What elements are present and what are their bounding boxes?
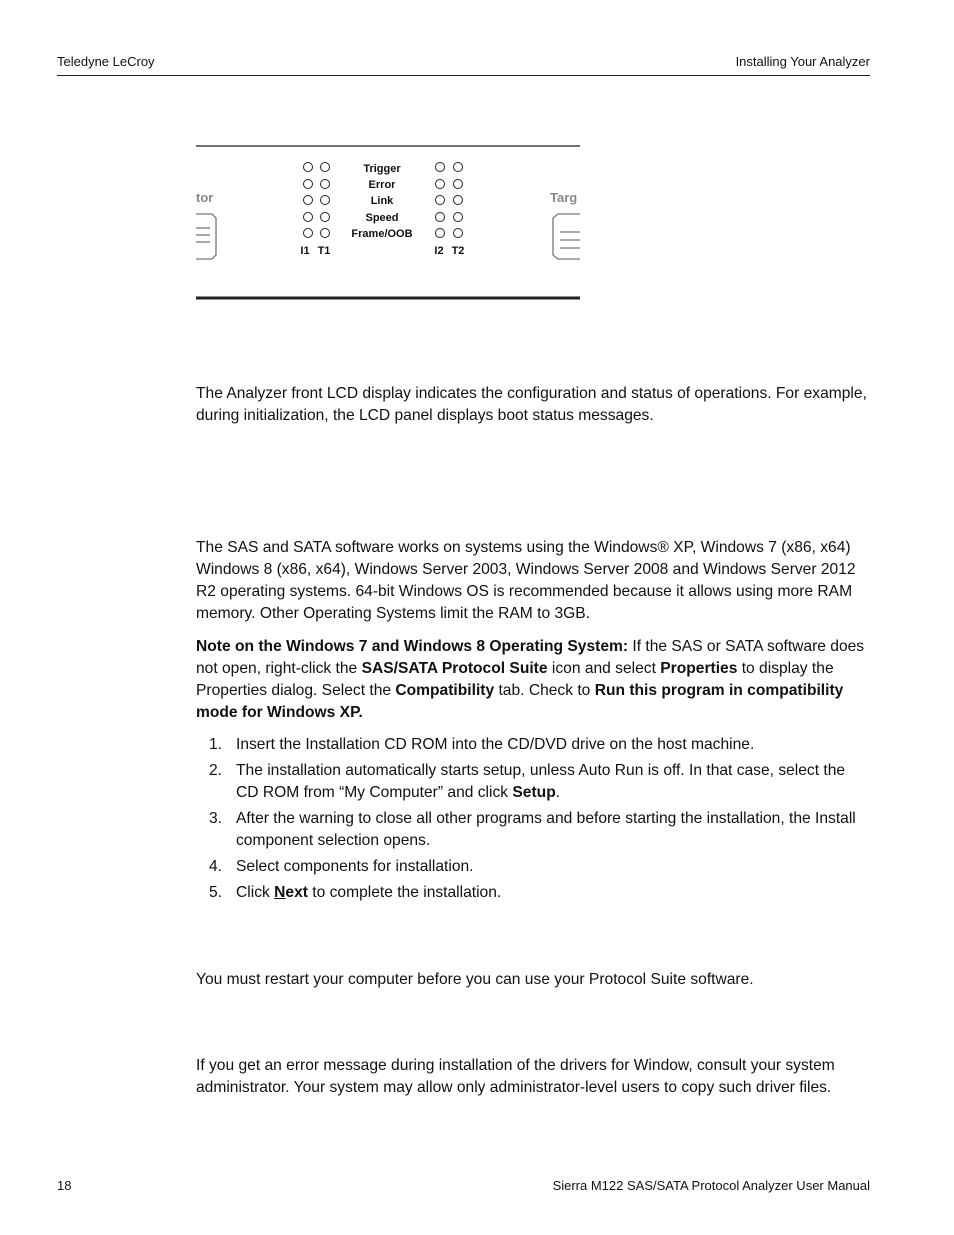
step-next-accelerator: N — [274, 884, 286, 901]
footer-manual-title: Sierra M122 SAS/SATA Protocol Analyzer User Manual — [552, 1178, 870, 1193]
note-lead: Note on the Windows 7 and Windows 8 Operating System: — [196, 638, 629, 655]
driver-error-note: If you get an error message during installation of the drivers for Window, consult your system administrator. Your system may allow only administrator-level users to copy such driver files. — [196, 1057, 835, 1096]
step-text: The installation automatically starts setup, unless Auto Run is off. In that case, select the CD ROM from “My Computer” and click — [236, 762, 846, 801]
step-number: 1. — [209, 736, 223, 753]
port-label-t1: T1 — [317, 245, 331, 257]
step-setup: Setup — [512, 784, 556, 801]
led-label-link: Link — [370, 195, 394, 207]
step-number: 3. — [209, 810, 223, 827]
step-number: 4. — [209, 858, 223, 875]
step-text: Insert the Installation CD ROM into the CD/DVD drive on the host machine. — [236, 736, 755, 753]
lcd-description: The Analyzer front LCD display indicates the configuration and status of operations. For example, during initialization, the LCD panel displays boot status messages. — [196, 385, 867, 424]
port-label-t2: T2 — [451, 245, 465, 257]
step-next — [274, 884, 308, 901]
install-steps — [196, 734, 870, 908]
header-company: Teledyne LeCroy — [57, 54, 155, 69]
list-item — [196, 808, 870, 852]
step-next-rest: ext — [285, 884, 308, 901]
note-compatibility: Compatibility — [395, 682, 495, 699]
list-item — [196, 734, 870, 756]
windows-note — [196, 636, 870, 724]
note-run-compat: Run this program in compatibility mode for Windows XP. — [196, 682, 844, 721]
note-text-3: to display the Properties dialog. Select the — [196, 660, 834, 699]
front-panel-illustration — [196, 140, 580, 310]
list-item — [196, 856, 870, 878]
led-label-error: Error — [368, 179, 396, 191]
note-text-1: If the SAS or SATA software does not open, right-click the — [196, 638, 865, 677]
step-text: After the warning to close all other programs and before starting the installation, the Install component selection opens. — [236, 810, 856, 849]
right-connector-icon — [553, 214, 580, 259]
step-number: 5. — [209, 884, 223, 901]
led-label-speed: Speed — [365, 212, 399, 224]
step-text: Click — [236, 884, 275, 901]
note-text-4: tab. Check to — [494, 682, 595, 699]
left-port-label: tor — [196, 190, 214, 205]
step-text-end: to complete the installation. — [307, 884, 502, 901]
right-port-label: Targ — [550, 190, 578, 205]
step-text-end: . — [555, 784, 561, 801]
note-properties: Properties — [660, 660, 738, 677]
left-connector-icon — [196, 214, 216, 259]
list-item — [196, 882, 870, 904]
port-label-i2: I2 — [434, 245, 444, 257]
step-number: 2. — [209, 762, 223, 779]
front-panel-figure — [196, 140, 580, 310]
led-group-right — [436, 163, 463, 238]
restart-note: You must restart your computer before you can use your Protocol Suite software. — [196, 971, 754, 988]
step-text: Select components for installation. — [236, 858, 474, 875]
led-label-trigger: Trigger — [363, 163, 401, 175]
led-group-left — [304, 163, 330, 238]
header-rule — [57, 75, 870, 76]
port-label-i1: I1 — [300, 245, 310, 257]
list-item — [196, 760, 870, 804]
note-text-2: icon and select — [547, 660, 661, 677]
os-requirements: The SAS and SATA software works on systems using the Windows® XP, Windows 7 (x86, x64) Windows 8 (x86, x64), Windows Server 2003, Windows Server 2008 and Windows Server 2012 R2 operating systems. 64-bit Windows OS is recommended because it allows using more RAM memory. Other Operating Systems limit the RAM to 3GB. — [196, 539, 856, 622]
note-suite-name: SAS/SATA Protocol Suite — [361, 660, 548, 677]
page-number: 18 — [57, 1178, 72, 1193]
led-label-frame-oob: Frame/OOB — [351, 228, 413, 240]
header-section-title: Installing Your Analyzer — [735, 54, 870, 69]
